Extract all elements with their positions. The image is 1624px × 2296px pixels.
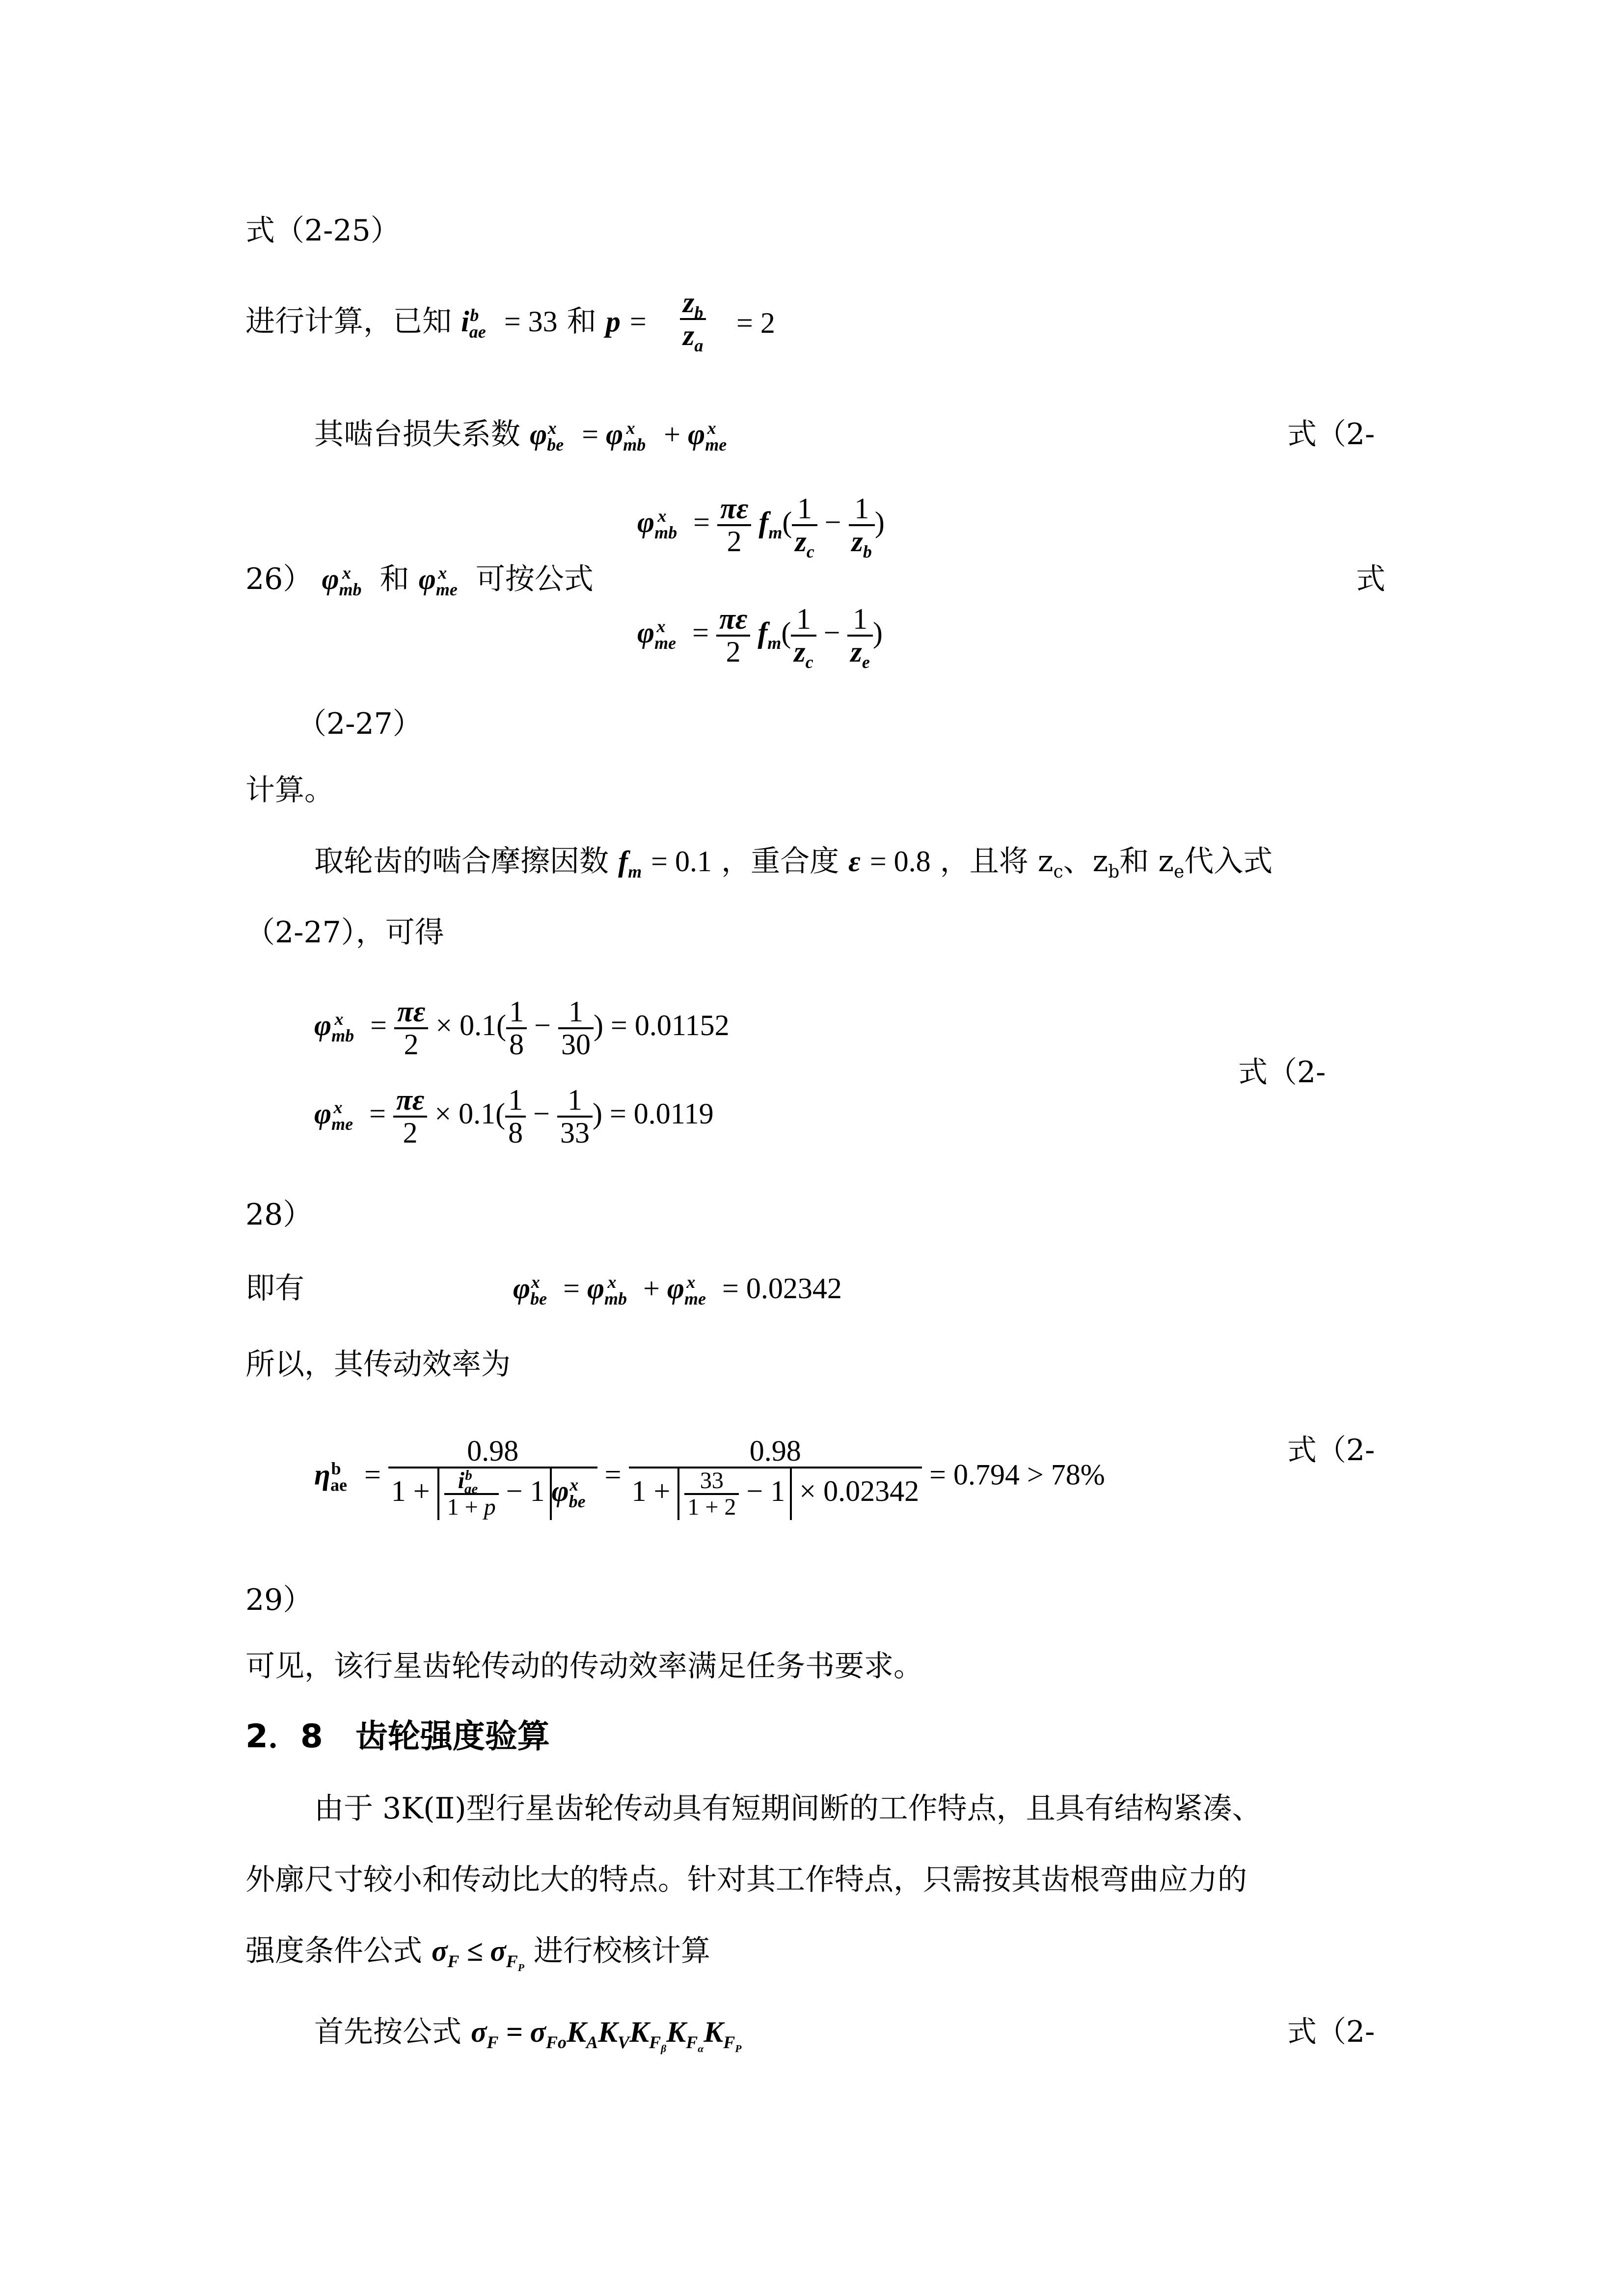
p-symbol: p [605, 305, 621, 338]
section-heading: 2．8 齿轮强度验算 [245, 1717, 550, 1755]
known-values-line [245, 304, 647, 342]
line-26: 26） $\varphi_{mb}^x$ 和 $\varphi_{me}^x$ 可按公式 [245, 562, 594, 599]
efficiency-equation: $\eta_{ae}^b$ = 0.98 1 + $\frac{i_{ae}^b}{1 + p}$ − 1 $\varphi_{be}^x$ = 0.98 1 + $\frac{33}{1 + 2}$ − 1 × 0.02342 = 0.794 > 78% [314, 1435, 1105, 1521]
phi-sum-equation: $\varphi_{be}^x = \varphi_{mb}^x + \varphi_{me}^x = 0.02342$ [513, 1272, 842, 1308]
p-equals: = [629, 305, 647, 338]
loss-coefficient-line: 其啮台损失系数 $\varphi_{be}^x = \varphi_{mb}^x + \varphi_{me}^x$ [314, 417, 727, 454]
phi-mb-calculation: $\varphi_{mb}^x$ = $\frac{\pi\varepsilon}{2}$ × 0.1( $\frac{1}{8}$ − $\frac{1}{30}$ ) = 0.01152 [314, 995, 730, 1061]
equation-ref-2-30-start: 式（2- [1287, 2015, 1375, 2049]
efficiency-text: 所以，其传动效率为 [245, 1347, 511, 1382]
equation-ref-2-28-start: 式（2- [1238, 1055, 1326, 1090]
friction-line: 取轮齿的啮合摩擦因数 $f_m = 0.1$ ，重合度 ε = 0.8 ，且将 $z_c$、$z_b$和 $z_e$代入式 [314, 844, 1273, 882]
p-fraction: $\frac{z_b}{z_a}$ [680, 287, 706, 351]
paragraph-line-1: 由于 3K(Ⅱ)型行星齿轮传动具有短期间断的工作特点，且具有结构紧凑、 [314, 1791, 1262, 1826]
ratio-symbol: $i_{ae}^b$ [461, 305, 486, 342]
equation-ref-2-29-end: 29） [245, 1583, 313, 1617]
loss-text: 其啮台损失系数 [314, 417, 520, 452]
phi-mb-formula: $\varphi_{mb}^x$ = $\frac{\pi\varepsilon}{2}$ $f_m$( $\frac{1}{z_c}$ − $\frac{1}{z_b}$ ) [637, 492, 885, 561]
ratio-value: = 33 [504, 305, 558, 338]
p-value: = 2 [736, 307, 775, 339]
phi-me-calculation: $\varphi_{me}^x$ = $\frac{\pi\varepsilon}{2}$ × 0.1( $\frac{1}{8}$ − $\frac{1}{33}$ ) = 0.0119 [314, 1084, 714, 1149]
phi-me-formula: $\varphi_{me}^x$ = $\frac{\pi\varepsilon}{2}$ $f_m$( $\frac{1}{z_c}$ − $\frac{1}{z_e}$ ) [637, 603, 883, 672]
equation-ref-2-25: 式（2-25） [245, 214, 400, 248]
first-formula-line: 首先按公式 $\sigma_F = \sigma_{Fo}K_AK_VK_{F_\beta}K_{F_\alpha}K_{F_P}$ [314, 2015, 742, 2055]
eq27-result-text: （2-27），可得 [245, 915, 444, 950]
equation-word-single: 式 [1356, 562, 1385, 596]
equation-ref-2-27: （2-27） [297, 707, 422, 741]
conclusion-text: 可见，该行星齿轮传动的传动效率满足任务书要求。 [245, 1649, 923, 1683]
compute-text: 计算。 [245, 773, 334, 807]
paragraph-line-3: 强度条件公式 $\sigma_F \le \sigma_{F_P}$ 进行校核计算 [245, 1934, 711, 1974]
equation-ref-2-26-start: 式（2- [1287, 417, 1375, 452]
known-prefix: 进行计算，已知 [245, 304, 452, 339]
thus-text: 即有 [245, 1271, 304, 1306]
equation-ref-2-28-end: 28） [245, 1198, 313, 1232]
paragraph-line-2: 外廓尺寸较小和传动比大的特点。针对其工作特点，只需按其齿根弯曲应力的 [245, 1863, 1247, 1897]
equation-ref-2-29-start: 式（2- [1287, 1433, 1375, 1468]
known-and: 和 [567, 304, 596, 339]
